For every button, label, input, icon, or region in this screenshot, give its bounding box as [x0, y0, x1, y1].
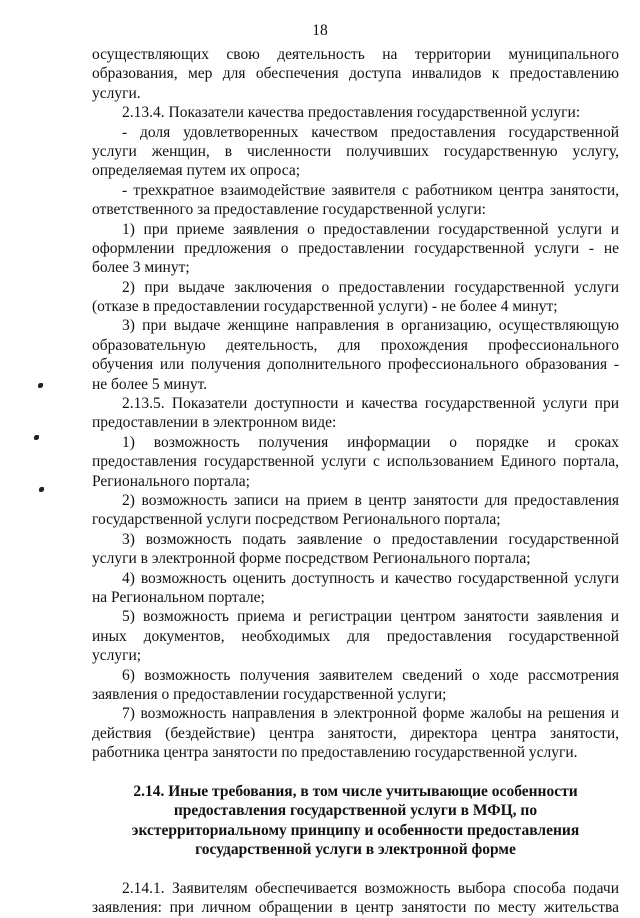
heading-line: 2.14. Иные требования, в том числе учитывающие особенности	[133, 782, 578, 800]
scan-mark	[38, 383, 43, 388]
heading-line: государственной услуги в электронной форме	[195, 841, 516, 859]
paragraph-gap	[92, 859, 619, 878]
text-line: определяемая путем их опроса;	[92, 162, 301, 180]
text-line: - доля удовлетворенных качеством предоставления государственной	[122, 123, 619, 141]
paragraph-gap	[92, 762, 619, 781]
text-line: Регионального портала;	[92, 472, 250, 490]
text-line: действия (бездействие) центра занятости, директора центра занятости,	[92, 724, 619, 742]
text-line: работника центра занятости по предоставлению государственной услуги.	[92, 744, 578, 762]
text-line: 2.13.4. Показатели качества предоставления государственной услуги:	[122, 104, 581, 122]
text-line: ответственного за предоставление государственной услуги:	[92, 201, 486, 219]
text-line: 2) возможность записи на прием в центр занятости для предоставления	[122, 491, 619, 509]
text-line: 5) возможность приема и регистрации центром занятости заявления и	[122, 608, 619, 626]
text-line: иных документов, необходимых для предоставления государственной	[92, 627, 619, 645]
text-line: заявления о предоставлении государственной услуги;	[92, 685, 447, 703]
text-line: услуги.	[92, 84, 141, 102]
text-line: услуги женщин, в численности получивших государственную услугу,	[92, 142, 619, 160]
text-line: предоставлении в электронном виде:	[92, 414, 337, 432]
text-line: 2.14.1. Заявителям обеспечивается возможность выбора способа подачи	[122, 879, 619, 897]
scan-mark	[34, 435, 39, 440]
heading-line: предоставления государственной услуги в МФЦ, по	[173, 802, 538, 820]
text-line: 1) возможность получения информации о порядке и сроках	[122, 433, 619, 451]
text-line: образовательную деятельность, для прохождения профессионального	[92, 336, 619, 354]
text-line: услуги;	[92, 647, 142, 665]
text-line: - трехкратное взаимодействие заявителя с работником центра занятости,	[122, 181, 619, 199]
text-line: осуществляющих свою деятельность на территории муниципального	[92, 46, 619, 63]
text-line: заявления: при личном обращении в центр занятости по месту жительства	[92, 899, 619, 917]
text-line: обучения или получения дополнительного профессионального образования -	[92, 356, 619, 374]
scan-mark	[39, 487, 44, 492]
text-line: на Региональном портале;	[92, 588, 265, 606]
text-line: предоставления государственной услуги с использованием Единого портала,	[92, 453, 619, 471]
document-body	[92, 45, 619, 918]
text-line: 7) возможность направления в электронной форме жалобы на решения и	[122, 705, 619, 723]
text-line: 3) при выдаче женщине направления в организацию, осуществляющую	[122, 317, 619, 335]
text-line: 2) при выдаче заключения о предоставлении государственной услуги	[122, 278, 619, 296]
heading-line: экстерриториальному принципу и особенности предоставления	[131, 821, 580, 839]
text-line: (отказе в предоставлении государственной услуги) - не более 4 минут;	[92, 298, 558, 316]
page-number: 18	[312, 22, 328, 39]
text-line: не более 5 минут.	[92, 375, 208, 393]
text-line: более 3 минут;	[92, 259, 190, 277]
text-line: услуги в электронной форме посредством Регионального портала;	[92, 550, 531, 568]
text-line: 1) при приеме заявления о предоставлении государственной услуги и	[122, 220, 619, 238]
text-line: государственной услуги посредством Регионального портала;	[92, 511, 501, 529]
text-line: образования, мер для обеспечения доступа инвалидов к предоставлению	[92, 65, 619, 83]
text-line: 4) возможность оценить доступность и качество государственной услуги	[122, 569, 619, 587]
text-line: 6) возможность получения заявителем сведений о ходе рассмотрения	[122, 666, 619, 684]
section-2-14-heading	[92, 782, 619, 860]
text-line: оформлении предложения о предоставлении государственной услуги - не	[92, 239, 619, 257]
text-line: 2.13.5. Показатели доступности и качества государственной услуги при	[122, 395, 619, 413]
section-2-14-1-text	[92, 879, 619, 918]
text-line: 3) возможность подать заявление о предоставлении государственной	[122, 530, 619, 548]
section-2-13-text	[92, 45, 619, 762]
